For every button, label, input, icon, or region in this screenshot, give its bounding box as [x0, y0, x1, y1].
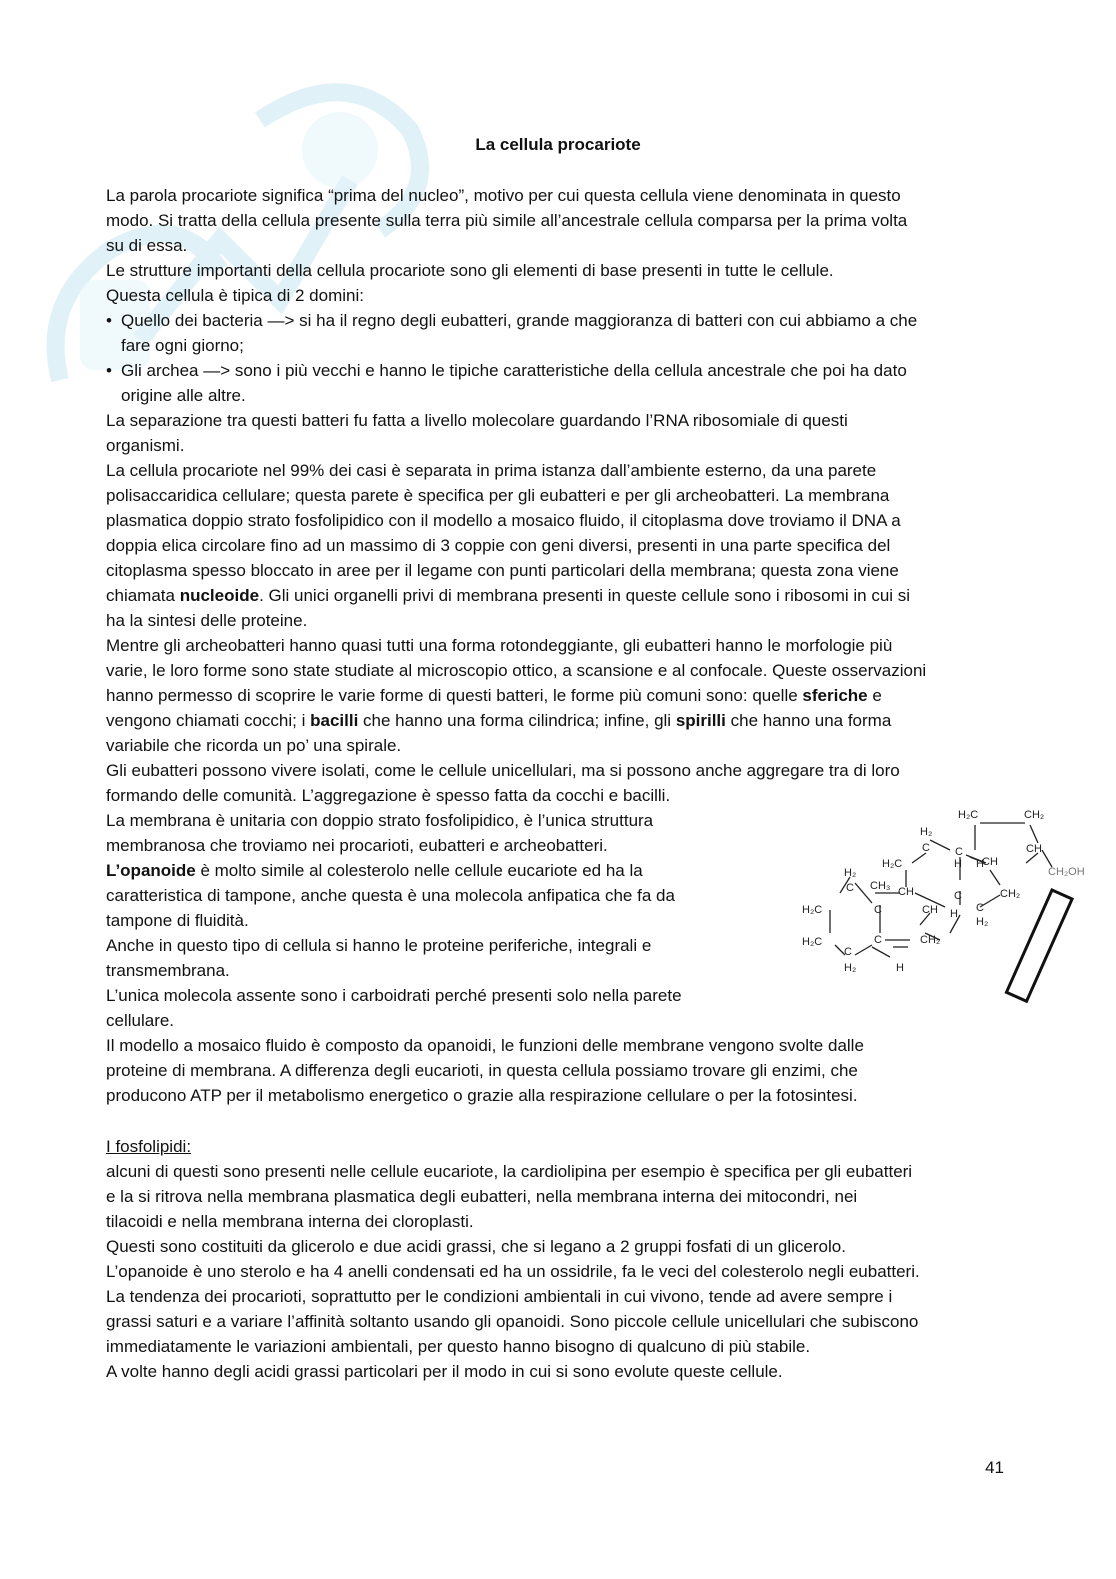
body-line: proteine di membrana. A differenza degli eucarioti, in questa cellula possiamo trovare gli enzimi, che [106, 1061, 858, 1080]
body-line: Le strutture importanti della cellula procariote sono gli elementi di base presenti in tutte le cellule. [106, 261, 834, 280]
molecule-label: CH₂OH [1048, 866, 1085, 878]
molecule-label: H₂C [882, 858, 903, 870]
text-span: hanno permesso di scoprire le varie forme di questi batteri, le forme più comuni sono: quelle [106, 686, 803, 705]
body-line: alcuni di questi sono presenti nelle cellule eucariote, la cardiolipina per esempio è specifica per gli eubatteri [106, 1162, 913, 1181]
bold-term: bacilli [310, 711, 359, 730]
body-line: polisaccaridica cellulare; questa parete è specifica per gli eubatteri e per gli archeobatteri. La membrana [106, 486, 890, 505]
body-line [106, 708, 891, 733]
body-line: cellulare. [106, 1011, 175, 1030]
body-line: immediatamente le variazioni ambientali, per questo hanno bisogno di qualcuno di più stabile. [106, 1337, 811, 1356]
body-line: su di essa. [106, 236, 188, 255]
body-line: citoplasma spesso bloccato in aree per il legame con punti particolari della membrana; questa zona viene [106, 561, 899, 580]
bullet-text: Quello dei bacteria —> si ha il regno degli eubatteri, grande maggioranza di batteri con cui abbiamo a che [121, 311, 918, 330]
body-line: L’opanoide è uno sterolo e ha 4 anelli condensati ed ha un ossidrile, fa le veci del colesterolo negli eubatteri. [106, 1262, 920, 1281]
body-line: La parola procariote significa “prima del nucleo”, motivo per cui questa cellula viene denominata in questo [106, 186, 901, 205]
molecule-label: C [844, 946, 852, 958]
body-line: tampone di fluidità. [106, 911, 249, 930]
molecule-label: H [976, 858, 984, 870]
bullet-item: • Gli archea —> sono i più vecchi e hanno le tipiche caratteristiche della cellula ancestrale che poi ha dato [106, 361, 907, 380]
body-line: La membrana è unitaria con doppio strato fosfolipidico, è l’unica struttura [106, 811, 654, 830]
molecule-label: CH₃ [870, 880, 891, 892]
molecule-label: CH₂ [920, 934, 941, 946]
molecule-label: H₂ [920, 826, 933, 838]
molecule-label: CH [982, 856, 998, 868]
body-line: producono ATP per il metabolismo energetico o grazie alla respirazione cellulare o per la fotosintesi. [106, 1086, 858, 1105]
body-line: A volte hanno degli acidi grassi particolari per il modo in cui si sono evolute queste cellule. [106, 1362, 783, 1381]
hopanoid-structure-diagram [790, 795, 1090, 1005]
body-line: caratteristica di tampone, anche questa è una molecola anfipatica che fa da [106, 886, 675, 905]
body-line: e la si ritrova nella membrana plasmatica degli eubatteri, nella membrana interna dei mitocondri, nei [106, 1187, 858, 1206]
body-line: tilacoidi e nella membrana interna dei cloroplasti. [106, 1212, 474, 1231]
molecule-label: CH [1026, 843, 1042, 855]
body-line: Il modello a mosaico fluido è composto da opanoidi, le funzioni delle membrane vengono svolte dalle [106, 1036, 864, 1055]
molecule-label: H₂ [844, 962, 857, 974]
molecule-label: H₂C [802, 904, 823, 916]
molecule-label: H₂ [844, 867, 857, 879]
bullet-continuation: fare ogni giorno; [121, 336, 244, 355]
page-number: 41 [985, 1458, 1004, 1477]
body-line: varie, le loro forme sono state studiate al microscopio ottico, a scansione e al confocale. Queste osservazioni [106, 661, 927, 680]
body-line: Mentre gli archeobatteri hanno quasi tutti una forma rotondeggiante, gli eubatteri hanno le morfologie più [106, 636, 893, 655]
body-line: formando delle comunità. L’aggregazione è spesso fatta da cocchi e bacilli. [106, 786, 671, 805]
molecule-label: CH₂ [1024, 809, 1045, 821]
molecule-label: H₂C [802, 936, 823, 948]
molecule-label: H [896, 962, 904, 974]
molecule-label: C [955, 846, 963, 858]
body-line: grassi saturi e a variare l’affinità soltanto usando gli opanoidi. Sono piccole cellule unicellulari che subiscono [106, 1312, 919, 1331]
body-line: plasmatica doppio strato fosfolipidico con il modello a mosaico fluido, il citoplasma dove troviamo il DNA a [106, 511, 901, 530]
molecule-label: H [950, 908, 958, 920]
text-span: che hanno una forma cilindrica; infine, gli [358, 711, 676, 730]
text-span: è molto simile al colesterolo nelle cellule eucariote ed ha la [195, 861, 643, 880]
molecule-label: C [922, 842, 930, 854]
body-line: Questa cellula è tipica di 2 domini: [106, 286, 364, 305]
bold-term: sferiche [802, 686, 868, 705]
molecule-label: C [874, 934, 882, 946]
body-line: La separazione tra questi batteri fu fatta a livello molecolare guardando l’RNA ribosomiale di questi [106, 411, 848, 430]
bullet-item: • Quello dei bacteria —> si ha il regno degli eubatteri, grande maggioranza di batteri con cui abbiamo a che [106, 311, 918, 330]
text-span: . Gli unici organelli privi di membrana presenti in queste cellule sono i ribosomi in cui si [259, 586, 911, 605]
body-line: L’unica molecola assente sono i carboidrati perché presenti solo nella parete [106, 986, 682, 1005]
bold-term: nucleoide [179, 586, 260, 605]
body-line [106, 583, 910, 608]
body-line: La tendenza dei procarioti, soprattutto per le condizioni ambientali in cui vivono, tende ad avere sempre i [106, 1287, 893, 1306]
molecule-label: CH [898, 886, 914, 898]
body-line: modo. Si tratta della cellula presente sulla terra più simile all’ancestrale cellula comparsa per la prima volta [106, 211, 908, 230]
text-span: che hanno una forma [725, 711, 892, 730]
bullet-text: Gli archea —> sono i più vecchi e hanno le tipiche caratteristiche della cellula ancestrale che poi ha dato [121, 361, 907, 380]
body-line: variabile che ricorda un po’ una spirale. [106, 736, 402, 755]
molecule-label: C [976, 902, 984, 914]
body-line: organismi. [106, 436, 185, 455]
body-line: doppia elica circolare fino ad un massimo di 3 coppie con geni diversi, presenti in una parte specifica del [106, 536, 891, 555]
text-span: e [867, 686, 882, 705]
molecule-label: H₂ [976, 916, 989, 928]
body-line: Anche in questo tipo di cellula si hanno le proteine periferiche, integrali e [106, 936, 652, 955]
text-span: vengono chiamati cocchi; i [106, 711, 311, 730]
molecule-label: CH₂ [1000, 888, 1021, 900]
text-span: chiamata [106, 586, 180, 605]
bullet-continuation: origine alle altre. [121, 386, 246, 405]
body-line: Gli eubatteri possono vivere isolati, come le cellule unicellulari, ma si possono anche aggregare tra di loro [106, 761, 900, 780]
body-line: transmembrana. [106, 961, 230, 980]
page-title: La cellula procariote [475, 135, 641, 154]
molecule-label: C [846, 882, 854, 894]
body-line: membranosa che troviamo nei procarioti, eubatteri e archeobatteri. [106, 836, 608, 855]
molecule-label: H [954, 858, 962, 870]
body-line [106, 683, 882, 708]
body-line: Questi sono costituiti da glicerolo e due acidi grassi, che si legano a 2 gruppi fosfati di un glicerolo. [106, 1237, 846, 1256]
molecule-label: C [954, 890, 962, 902]
section-heading: I fosfolipidi: [106, 1137, 192, 1156]
bold-term: spirilli [675, 711, 726, 730]
body-line [106, 858, 643, 883]
molecule-label: H₂C [958, 809, 979, 821]
body-line: La cellula procariote nel 99% dei casi è separata in prima istanza dall’ambiente esterno, da una parete [106, 461, 877, 480]
molecule-label: C [874, 904, 882, 916]
body-line: ha la sintesi delle proteine. [106, 611, 308, 630]
molecule-label: CH [922, 904, 938, 916]
bold-term: L’opanoide [106, 861, 196, 880]
